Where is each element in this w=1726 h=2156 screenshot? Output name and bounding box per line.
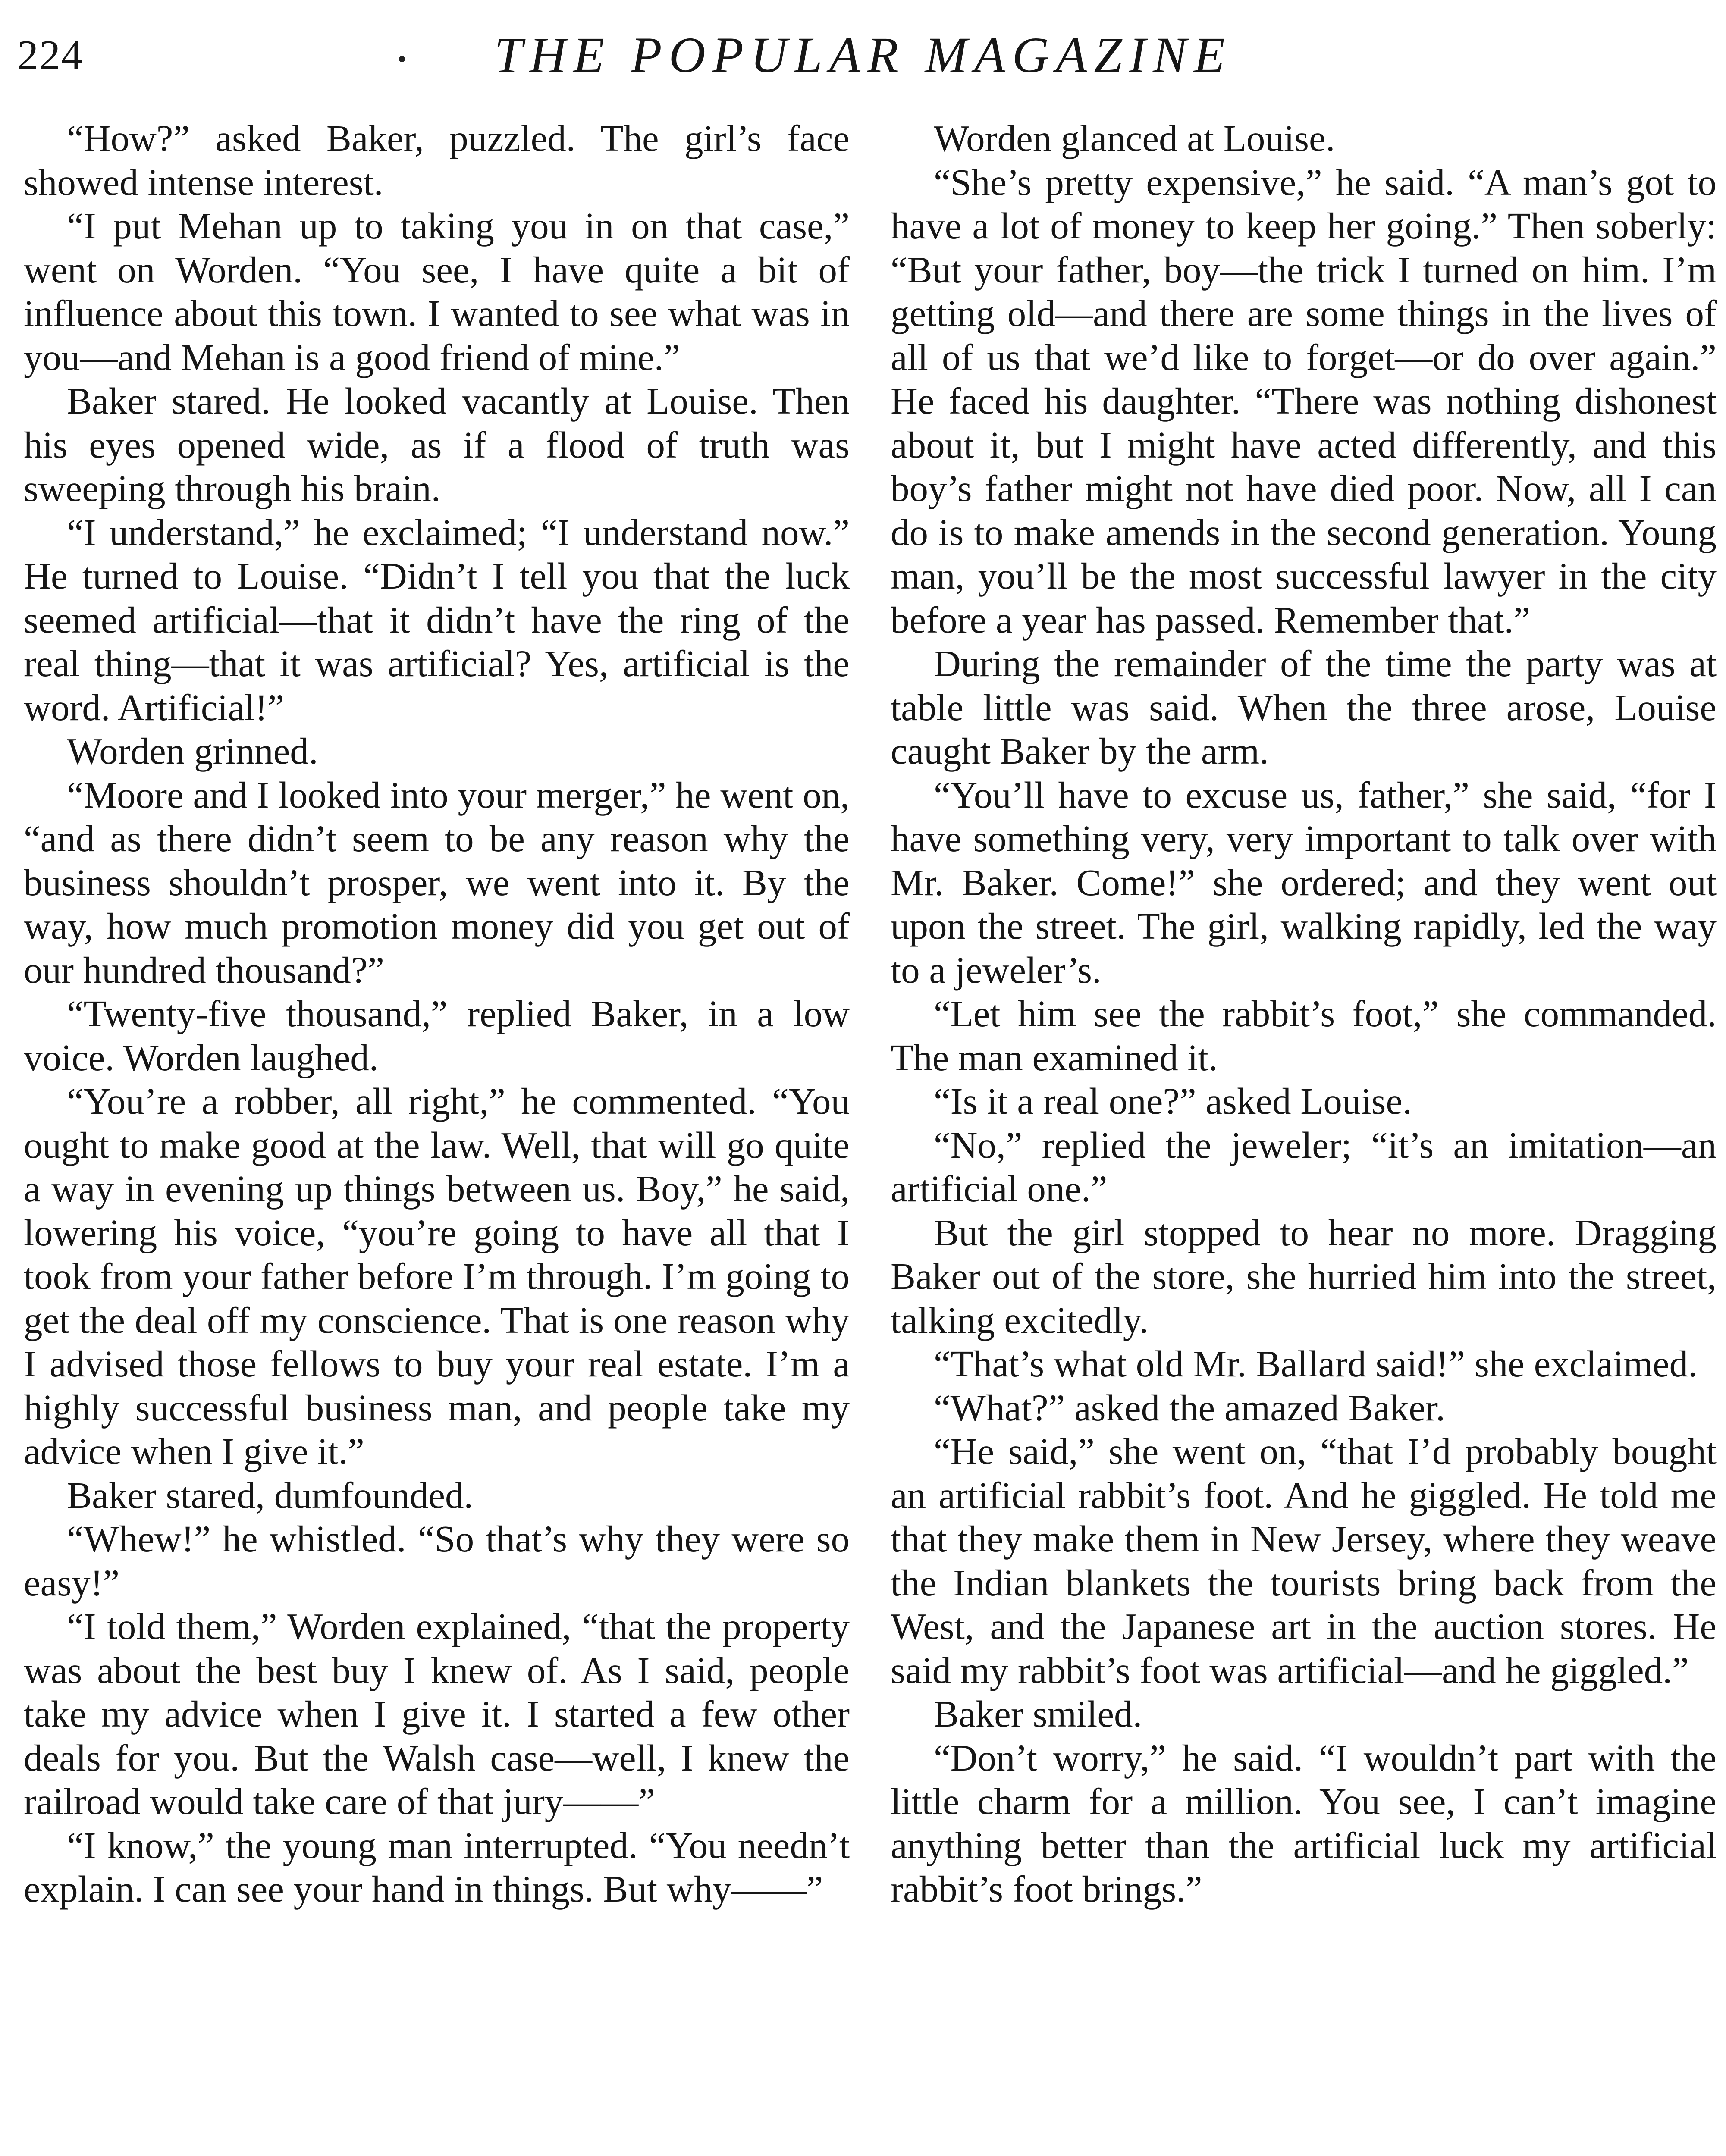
page-number: 224	[17, 32, 83, 78]
paragraph: “Moore and I looked into your merger,” he went on, “and as there didn’t seem to be any reason why the business shouldn’t prosper, we went into it. By the way, how much promotion money did you get out of our hundred thousand?”	[24, 774, 850, 991]
paragraph: “Twenty-five thousand,” replied Baker, in a low voice. Worden laughed.	[24, 993, 850, 1078]
paragraph: “That’s what old Mr. Ballard said!” she exclaimed.	[934, 1343, 1698, 1385]
paragraph: “Don’t worry,” he said. “I wouldn’t part with the little charm for a million. You see, I can’t imagine anything better than the artificial luck my artificial rabbit’s foot brings.”	[891, 1736, 1717, 1910]
left-column	[24, 116, 850, 1911]
magazine-title: THE POPULAR MAGAZINE	[494, 27, 1232, 83]
paragraph: “Is it a real one?” asked Louise.	[934, 1080, 1412, 1122]
paragraph: Worden grinned.	[67, 730, 318, 772]
paragraph: “No,” replied the jeweler; “it’s an imitation—an artificial one.”	[891, 1124, 1717, 1210]
paragraph: Baker stared. He looked vacantly at Louise. Then his eyes opened wide, as if a flood of truth was sweeping through his brain.	[24, 380, 850, 509]
paragraph: “He said,” she went on, “that I’d probably bought an artificial rabbit’s foot. And he giggled. He told me that they make them in New Jersey, where they weave the Indian blankets the tourists bring back from the West, and the Japanese art in the auction stores. He said my rabbit’s foot was artificial—and he giggled.”	[891, 1430, 1717, 1691]
paragraph: During the remainder of the time the party was at table little was said. When the three arose, Louise caught Baker by the arm.	[891, 642, 1717, 772]
paragraph: Worden glanced at Louise.	[934, 117, 1335, 159]
paragraph: “What?” asked the amazed Baker.	[934, 1386, 1445, 1429]
paragraph: But the girl stopped to hear no more. Dragging Baker out of the store, she hurried him into the street, talking excitedly.	[891, 1211, 1717, 1341]
running-head	[0, 26, 1726, 91]
paragraph: “Let him see the rabbit’s foot,” she commanded. The man examined it.	[891, 993, 1717, 1078]
paragraph: “Whew!” he whistled. “So that’s why they were so easy!”	[24, 1518, 850, 1604]
paragraph: “You’ll have to excuse us, father,” she said, “for I have something very, very important to talk over with Mr. Baker. Come!” she ordered; and they went out upon the street. The girl, walking rapidly, led the way to a jeweler’s.	[891, 774, 1717, 991]
paragraph: “I told them,” Worden explained, “that the property was about the best buy I knew of. As I said, people take my advice when I give it. I started a few other deals for you. But the Walsh case—well, I knew the railroad would take care of that jury——”	[24, 1605, 850, 1822]
paragraph: Baker smiled.	[934, 1693, 1142, 1735]
paragraph: “You’re a robber, all right,” he commented. “You ought to make good at the law. Well, that will go quite a way in evening up things between us. Boy,” he said, lowering his voice, “you’re going to have all that I took from your father before I’m through. I’m going to get the deal off my conscience. That is one reason why I advised those fellows to buy your real estate. I’m a highly successful business man, and people take my advice when I give it.”	[24, 1080, 850, 1472]
right-column	[891, 116, 1717, 1911]
paragraph: Baker stared, dumfounded.	[67, 1474, 474, 1516]
paragraph: “I know,” the young man interrupted. “You needn’t explain. I can see your hand in things. But why——”	[24, 1824, 850, 1910]
paragraph: “She’s pretty expensive,” he said. “A man’s got to have a lot of money to keep her going.” Then soberly: “But your father, boy—the trick I turned on him. I’m getting old—and there are some things in the lives of all of us that we’d like to forget—or do over again.” He faced his daughter. “There was nothing dishonest about it, but I might have acted differently, and this boy’s father might not have died poor. Now, all I can do is to make amends in the second generation. Young man, you’ll be the most successful lawyer in the city before a year has passed. Remember that.”	[891, 161, 1717, 641]
paragraph: “How?” asked Baker, puzzled. The girl’s face showed intense interest.	[24, 117, 850, 203]
paragraph: “I understand,” he exclaimed; “I understand now.” He turned to Louise. “Didn’t I tell you that the luck seemed artificial—that it didn’t have the ring of the real thing—that it was artificial? Yes, artificial is the word. Artificial!”	[24, 511, 850, 728]
paragraph: “I put Mehan up to taking you in on that case,” went on Worden. “You see, I have quite a bit of influence about this town. I wanted to see what was in you—and Mehan is a good friend of mine.”	[24, 205, 850, 378]
